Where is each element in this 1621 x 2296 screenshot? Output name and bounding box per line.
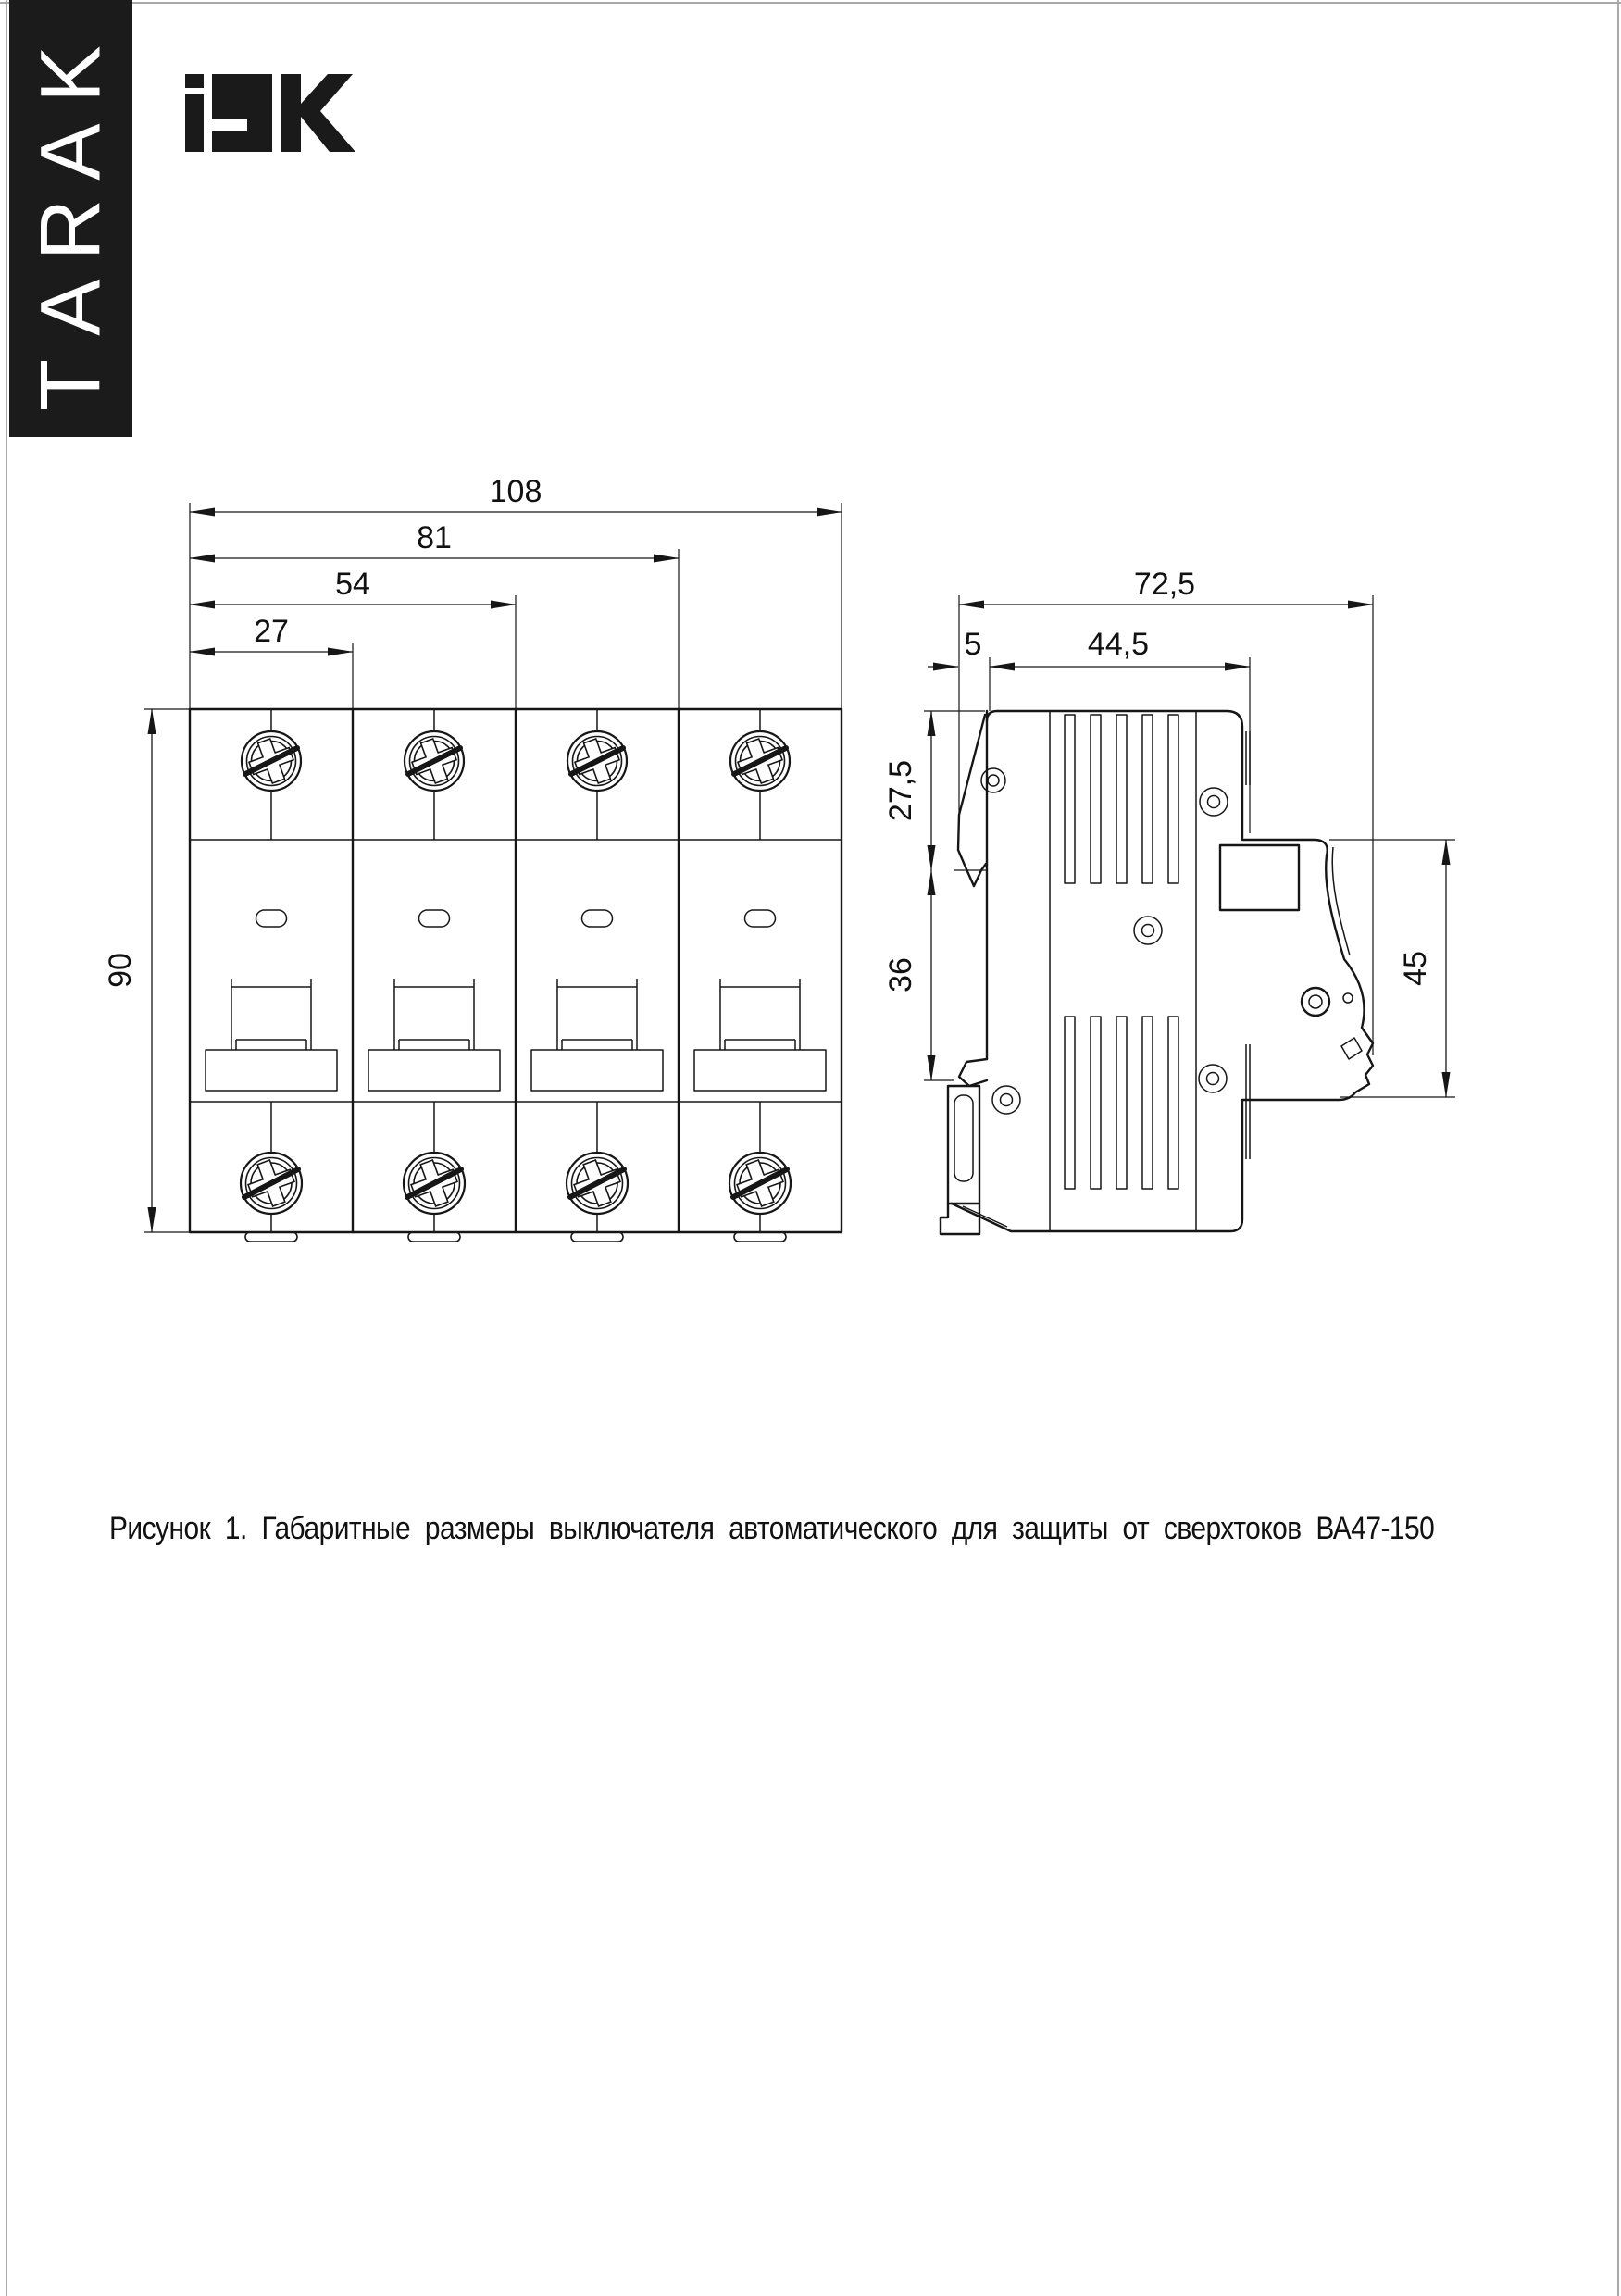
din-clip-slider-slot [954, 1095, 973, 1181]
dim-label-44-5: 44,5 [1087, 627, 1150, 662]
side-terminal-screw-inner [1309, 995, 1322, 1008]
karat-banner-letter: K [23, 45, 118, 103]
side-extension-lines [924, 595, 1455, 1097]
side-view [941, 711, 1373, 1234]
front-view-dimensions [103, 474, 842, 1232]
dim-label-27: 27 [254, 614, 289, 649]
karat-banner-letter: A [23, 279, 118, 336]
dim-front-module-width [190, 614, 353, 652]
dim-side-total-depth [959, 567, 1373, 605]
breaker-pole-3 [531, 709, 663, 1242]
breaker-pole-4 [694, 709, 826, 1242]
dim-label-108: 108 [489, 474, 542, 509]
dim-front-two-modules [190, 567, 516, 605]
front-module-separators [353, 709, 679, 1232]
dim-side-terminal-section [1398, 840, 1446, 1097]
side-terminal-screw [1302, 988, 1329, 1016]
side-latch-slot [1341, 1038, 1362, 1059]
din-clip-slider [948, 1086, 979, 1204]
side-body-top [987, 711, 1242, 838]
side-upper-din-claw [958, 715, 986, 886]
dim-front-three-modules [190, 520, 679, 558]
side-rib-panel-edges [1050, 711, 1196, 1231]
dim-front-total-width [190, 474, 842, 512]
dim-label-81: 81 [417, 520, 452, 555]
side-bottom-chamfer-inner [963, 1206, 1007, 1227]
dim-front-height [103, 709, 152, 1232]
dim-label-54: 54 [335, 567, 370, 602]
dim-side-upper-section [883, 711, 931, 870]
breaker-pole-2 [368, 709, 500, 1242]
dim-side-body-depth [990, 627, 1250, 667]
side-vent-slots-bottom [1065, 1017, 1178, 1189]
side-vent-slots-top [1065, 715, 1178, 883]
front-extension-lines [144, 503, 842, 1232]
side-terminal-cage [1220, 845, 1299, 910]
dim-label-36: 36 [883, 957, 918, 992]
dim-side-middle-section [883, 870, 931, 1080]
side-body-right-profile [952, 840, 1373, 1231]
side-lower-din-hook [959, 1059, 987, 1086]
karat-banner-letter: T [23, 358, 118, 412]
front-view [190, 709, 842, 1242]
side-toggle-lever-inner-line [1332, 847, 1350, 955]
dim-label-45: 45 [1398, 951, 1433, 986]
karat-banner-letter: R [23, 198, 118, 261]
side-latch-pin [1343, 993, 1353, 1003]
side-view-dimensions [883, 567, 1455, 1097]
dim-label-27-5: 27,5 [883, 759, 918, 822]
dim-label-5: 5 [964, 627, 982, 662]
breaker-pole-1 [206, 709, 337, 1242]
dim-label-72-5: 72,5 [1133, 567, 1196, 602]
side-rivets [981, 768, 1228, 1114]
karat-banner-letter: A [23, 123, 118, 181]
dim-label-90: 90 [103, 953, 138, 988]
figure-caption: Рисунок 1. Габаритные размеры выключателя автоматического для защиты от сверхтоков ВА47-150 [109, 1511, 1435, 1546]
dim-side-clip-offset [928, 627, 981, 667]
